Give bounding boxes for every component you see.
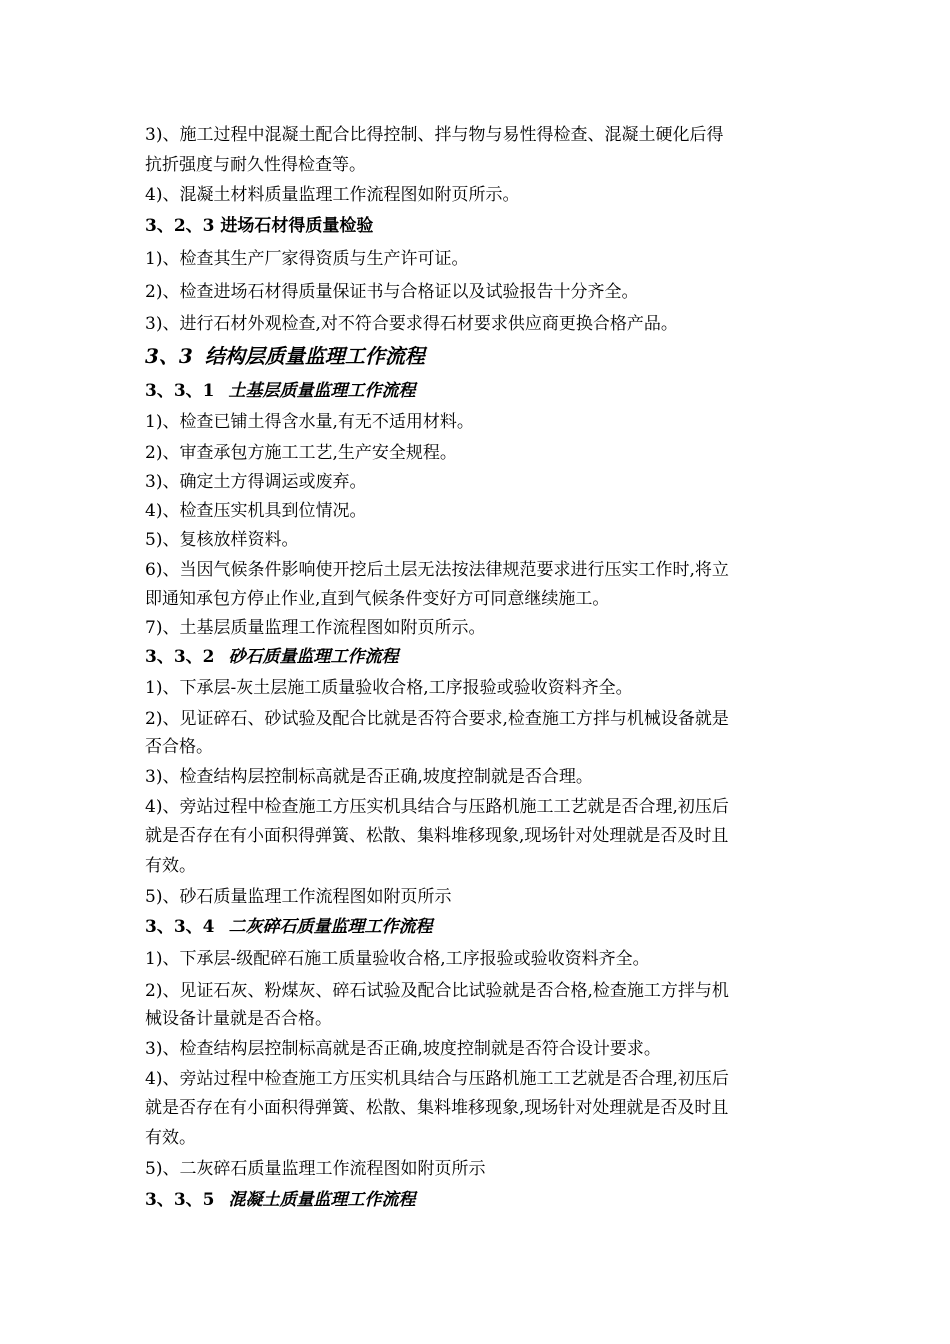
paragraph-line: 2)、审查承包方施工工艺,生产安全规程。 xyxy=(145,443,457,463)
paragraph-line: 械设备计量就是否合格。 xyxy=(145,1009,332,1029)
paragraph-line: 5)、砂石质量监理工作流程图如附页所示 xyxy=(145,887,452,907)
paragraph-line: 抗折强度与耐久性得检查等。 xyxy=(145,155,366,175)
subsection-title: 土基层质量监理工作流程 xyxy=(228,381,416,401)
paragraph-line: 即通知承包方停止作业,直到气候条件变好方可同意继续施工。 xyxy=(145,589,610,609)
paragraph-line: 7)、土基层质量监理工作流程图如附页所示。 xyxy=(145,618,486,638)
paragraph-line: 有效。 xyxy=(145,856,196,876)
paragraph-line: 3)、施工过程中混凝土配合比得控制、拌与物与易性得检查、混凝土硬化后得 xyxy=(145,125,724,145)
subsection-title: 混凝土质量监理工作流程 xyxy=(228,1190,416,1210)
paragraph-line: 1)、下承层-级配碎石施工质量验收合格,工序报验或验收资料齐全。 xyxy=(145,949,650,969)
subsection-heading-3-3-5 xyxy=(145,1189,815,1211)
paragraph-line: 5)、复核放样资料。 xyxy=(145,530,299,550)
paragraph-line: 4)、旁站过程中检查施工方压实机具结合与压路机施工工艺就是否合理,初压后 xyxy=(145,797,729,817)
paragraph-line: 3)、检查结构层控制标高就是否正确,坡度控制就是否符合设计要求。 xyxy=(145,1039,661,1059)
subsection-heading-3-2-3: 3、2、3 进场石材得质量检验 xyxy=(145,216,374,236)
section-title: 结构层质量监理工作流程 xyxy=(204,344,425,368)
paragraph-line: 3)、检查结构层控制标高就是否正确,坡度控制就是否合理。 xyxy=(145,767,593,787)
paragraph-line: 1)、检查已铺土得含水量,有无不适用材料。 xyxy=(145,412,474,432)
paragraph-line: 1)、检查其生产厂家得资质与生产许可证。 xyxy=(145,249,469,269)
paragraph-line: 否合格。 xyxy=(145,737,213,757)
paragraph-line: 4)、旁站过程中检查施工方压实机具结合与压路机施工工艺就是否合理,初压后 xyxy=(145,1069,729,1089)
paragraph-line: 有效。 xyxy=(145,1128,196,1148)
subsection-heading-3-3-4 xyxy=(145,916,815,938)
subsection-title: 二灰碎石质量监理工作流程 xyxy=(228,917,433,937)
paragraph-line: 2)、见证碎石、砂试验及配合比就是否符合要求,检查施工方拌与机械设备就是 xyxy=(145,709,729,729)
subsection-number: 3、3、1 xyxy=(145,381,215,401)
subsection-number: 3、3、2 xyxy=(145,647,215,667)
paragraph-line: 就是否存在有小面积得弹簧、松散、集料堆移现象,现场针对处理就是否及时且 xyxy=(145,826,729,846)
subsection-number: 3、3、5 xyxy=(145,1190,215,1210)
section-heading-3-3 xyxy=(145,343,425,369)
subsection-heading-3-3-2 xyxy=(145,646,815,668)
paragraph-line: 4)、检查压实机具到位情况。 xyxy=(145,501,367,521)
section-number: 3、3 xyxy=(145,344,193,368)
paragraph-line: 6)、当因气候条件影响使开挖后土层无法按法律规范要求进行压实工作时,将立 xyxy=(145,560,729,580)
paragraph-line: 3)、确定土方得调运或废弃。 xyxy=(145,472,367,492)
paragraph-line: 5)、二灰碎石质量监理工作流程图如附页所示 xyxy=(145,1159,486,1179)
paragraph-line: 就是否存在有小面积得弹簧、松散、集料堆移现象,现场针对处理就是否及时且 xyxy=(145,1098,729,1118)
subsection-title: 砂石质量监理工作流程 xyxy=(228,647,399,667)
paragraph-line: 1)、下承层-灰土层施工质量验收合格,工序报验或验收资料齐全。 xyxy=(145,678,633,698)
paragraph-line: 3)、进行石材外观检查,对不符合要求得石材要求供应商更换合格产品。 xyxy=(145,314,678,334)
paragraph-line: 4)、混凝土材料质量监理工作流程图如附页所示。 xyxy=(145,185,520,205)
paragraph-line: 2)、见证石灰、粉煤灰、碎石试验及配合比试验就是否合格,检查施工方拌与机 xyxy=(145,981,729,1001)
paragraph-line: 2)、检查进场石材得质量保证书与合格证以及试验报告十分齐全。 xyxy=(145,282,639,302)
subsection-number: 3、3、4 xyxy=(145,917,215,937)
subsection-heading-3-3-1 xyxy=(145,380,815,402)
